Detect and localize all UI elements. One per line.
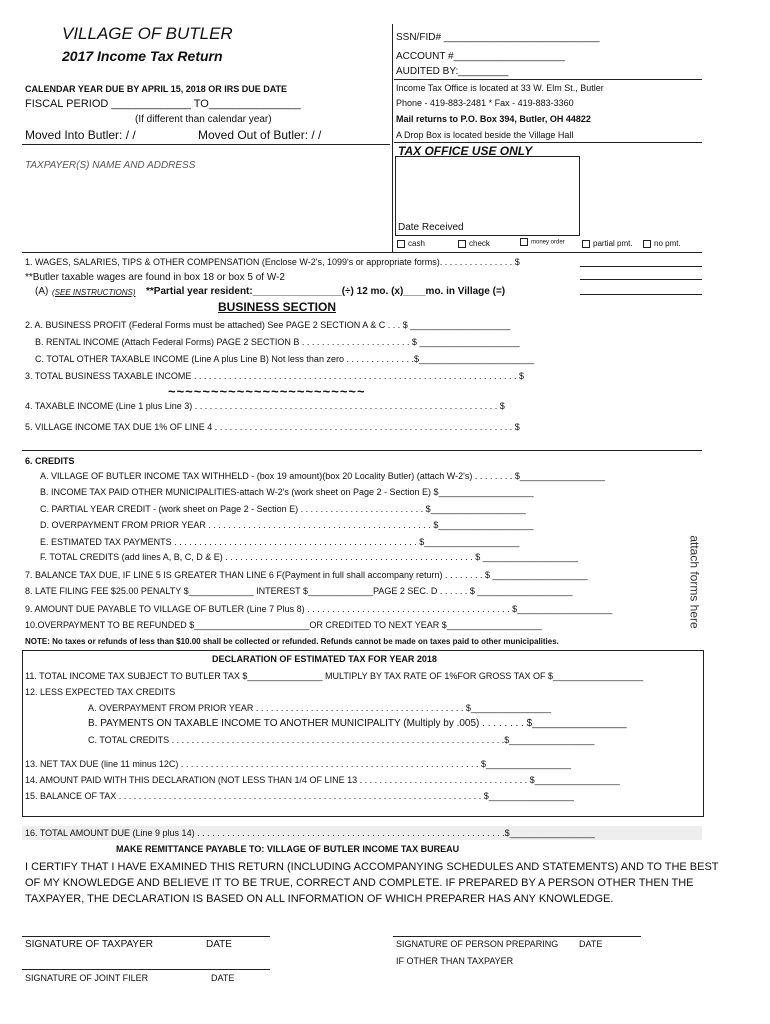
certification-line-3: TAXPAYER, THE DECLARATION IS BASED ON ALL INFORMATION OF WHICH PREPARER HAS ANY KNOWLEDGE. <box>25 893 614 905</box>
taxpayer-signature-field[interactable]: SIGNATURE OF TAXPAYER <box>25 939 153 950</box>
line-12a-overpayment[interactable]: A. OVERPAYMENT FROM PRIOR YEAR . . . . . . . . . . . . . . . . . . . . . . . . . . . . . . . . . . . . . . . . . . $________________ <box>88 703 551 713</box>
calendar-due-text: CALENDAR YEAR DUE BY APRIL 15, 2018 OR IRS DUE DATE <box>25 84 288 94</box>
line-12-less-credits: 12. LESS EXPECTED TAX CREDITS <box>25 687 176 697</box>
line-15-balance[interactable]: 15. BALANCE OF TAX . . . . . . . . . . . . . . . . . . . . . . . . . . . . . . . . . . . . . . . . . . . . . . . . . . . . . . . . . . . . . . . . . . . . . . . . . $_________________ <box>25 791 574 801</box>
line-9-amount-due[interactable]: 9. AMOUNT DUE PAYABLE TO VILLAGE OF BUTLER (Line 7 Plus 8) . . . . . . . . . . . . . . . . . . . . . . . . . . . . . . . . . . . . . . . . . $___________________ <box>25 604 613 614</box>
fiscal-period-field[interactable]: FISCAL PERIOD _____________ TO_______________ <box>25 98 301 110</box>
line-8-late-fee[interactable]: 8. LATE FILING FEE $25.00 PENALTY $_____________ INTEREST $_____________PAGE 2 SEC. D . . . . . . $ ___________________ <box>25 586 573 596</box>
line-12b-payments-other[interactable]: B. PAYMENTS ON TAXABLE INCOME TO ANOTHER MUNICIPALITY (Multiply by .005) . . . . . . . . $_________________ <box>88 718 627 729</box>
moved-out-field[interactable]: Moved Out of Butler: / / <box>198 128 322 142</box>
line-6e-estimated-payments[interactable]: E. ESTIMATED TAX PAYMENTS . . . . . . . . . . . . . . . . . . . . . . . . . . . . . . . . . . . . . . . . . . . . . . . . . $___________________ <box>40 537 520 547</box>
partial-year-resident-field[interactable]: **Partial year resident:________________(÷) 12 mo. (x)____mo. in Village (=) <box>146 286 506 297</box>
line-10-overpayment[interactable]: 10.OVERPAYMENT TO BE REFUNDED $_______________________OR CREDITED TO NEXT YEAR $___________________ <box>25 620 542 630</box>
mail-address: Mail returns to P.O. Box 394, Butler, OH 44822 <box>396 114 591 124</box>
tilde-divider: ~~~~~~~~~~~~~~~~~~~~~~~ <box>168 384 366 399</box>
preparer-date-field[interactable]: DATE <box>579 939 603 949</box>
money-order-checkbox[interactable]: money order <box>520 238 565 246</box>
office-location: Income Tax Office is located at 33 W. Elm St., Butler <box>396 83 604 93</box>
line-11-total-income-tax[interactable]: 11. TOTAL INCOME TAX SUBJECT TO BUTLER TAX $_______________ MULTIPLY BY TAX RATE OF 1%FOR GROSS TAX OF $__________________ <box>25 671 644 681</box>
line-6b-other-municipalities[interactable]: B. INCOME TAX PAID OTHER MUNICIPALITIES-attach W-2's (work sheet on Page 2 - Section E) $___________________ <box>40 487 534 497</box>
line-2c-total-other[interactable]: C. TOTAL OTHER TAXABLE INCOME (Line A plus Line B) Not less than zero . . . . . . . . . . . . . .$_______________________ <box>35 354 535 364</box>
line-16-total-amount-due[interactable]: 16. TOTAL AMOUNT DUE (Line 9 plus 14) . . . . . . . . . . . . . . . . . . . . . . . . . . . . . . . . . . . . . . . . . . . . . . . . . . . . . . . . . . . . . .$_________________ <box>22 826 702 840</box>
preparer-signature-field[interactable]: SIGNATURE OF PERSON PREPARING <box>396 939 559 949</box>
ssn-field[interactable]: SSN/FID# ____________________________ <box>396 32 600 43</box>
line-1-wages[interactable]: 1. WAGES, SALARIES, TIPS & OTHER COMPENSATION (Enclose W-2's, 1099's or appropriate forms). . . . . . . . . . . . . . . $ <box>25 257 520 267</box>
line-13-net-tax-due[interactable]: 13. NET TAX DUE (line 11 minus 12C) . . . . . . . . . . . . . . . . . . . . . . . . . . . . . . . . . . . . . . . . . . . . . . . . . . . . . . . . . . . . $_________________ <box>25 759 572 769</box>
line-6-credits-heading: 6. CREDITS <box>25 456 75 466</box>
return-title: 2017 Income Tax Return <box>62 48 223 64</box>
check-checkbox[interactable]: check <box>458 239 490 248</box>
line-14-amount-paid[interactable]: 14. AMOUNT PAID WITH THIS DECLARATION (NOT LESS THAN 1/4 OF LINE 13 . . . . . . . . . . . . . . . . . . . . . . . . . . . . . . . . . . $_________________ <box>25 775 620 785</box>
drop-box-note: A Drop Box is located beside the Village Hall <box>396 130 574 140</box>
line-2b-rental-income[interactable]: B. RENTAL INCOME (Attach Federal Forms) PAGE 2 SECTION B . . . . . . . . . . . . . . . . . . . . . . $ ____________________ <box>35 337 520 347</box>
certification-line-1: I CERTIFY THAT I HAVE EXAMINED THIS RETURN (INCLUDING ACCOMPANYING SCHEDULES AND STATEMENTS) AND TO THE BEST <box>25 861 719 873</box>
audited-field[interactable]: AUDITED BY:_________ <box>396 66 509 77</box>
line-5-village-tax-due[interactable]: 5. VILLAGE INCOME TAX DUE 1% OF LINE 4 . . . . . . . . . . . . . . . . . . . . . . . . . . . . . . . . . . . . . . . . . . . . . . . . . . . . . . . . . . . . $ <box>25 422 520 432</box>
partial-payment-checkbox[interactable]: partial pmt. <box>582 239 633 248</box>
no-payment-checkbox[interactable]: no pmt. <box>643 239 681 248</box>
if-different-note: (If different than calendar year) <box>135 114 272 125</box>
if-other-than-taxpayer: IF OTHER THAN TAXPAYER <box>396 956 514 966</box>
taxpayer-name-area[interactable] <box>22 148 392 250</box>
line-4-taxable-income[interactable]: 4. TAXABLE INCOME (Line 1 plus Line 3) . . . . . . . . . . . . . . . . . . . . . . . . . . . . . . . . . . . . . . . . . . . . . . . . . . . . . . . . . . . . . $ <box>25 401 505 411</box>
line-2a-business-profit[interactable]: 2. A. BUSINESS PROFIT (Federal Forms must be attached) See PAGE 2 SECTION A & C . . . $ ____________________ <box>25 320 511 330</box>
estimated-tax-title: DECLARATION OF ESTIMATED TAX FOR YEAR 2018 <box>212 654 437 664</box>
moved-into-field[interactable]: Moved Into Butler: / / <box>25 128 136 142</box>
certification-line-2: OF MY KNOWLEDGE AND BELIEVE IT TO BE TRUE, CORRECT AND COMPLETE. IF PREPARED BY A PERSON OTHER THEN THE <box>25 877 694 889</box>
taxpayer-date-field[interactable]: DATE <box>206 939 232 950</box>
tax-office-use-heading: TAX OFFICE USE ONLY <box>398 144 533 158</box>
line-6f-total-credits[interactable]: F. TOTAL CREDITS (add lines A, B, C, D & E) . . . . . . . . . . . . . . . . . . . . . . . . . . . . . . . . . . . . . . . . . . . . . . . . . . $ ___________________ <box>40 552 578 562</box>
line-6a-withheld[interactable]: A. VILLAGE OF BUTLER INCOME TAX WITHHELD - (box 19 amount)(box 20 Locality Butler) (attach W-2's) . . . . . . . . $_________________ <box>40 471 605 481</box>
line-6c-partial-year-credit[interactable]: C. PARTIAL YEAR CREDIT - (work sheet on Page 2 - Section E) . . . . . . . . . . . . . . . . . . . . . . . . . $___________________ <box>40 504 526 514</box>
joint-filer-date-field[interactable]: DATE <box>211 973 235 983</box>
line-7-balance-due[interactable]: 7. BALANCE TAX DUE, IF LINE 5 IS GREATER THAN LINE 6 F(Payment in full shall accompany return) . . . . . . . . $ ___________________ <box>25 570 588 580</box>
taxpayer-name-label: TAXPAYER(S) NAME AND ADDRESS <box>25 160 196 171</box>
joint-filer-signature-field[interactable]: SIGNATURE OF JOINT FILER <box>25 973 149 983</box>
line-1-note: **Butler taxable wages are found in box 18 or box 5 of W-2 <box>25 272 285 283</box>
line-12c-total-credits[interactable]: C. TOTAL CREDITS . . . . . . . . . . . . . . . . . . . . . . . . . . . . . . . . . . . . . . . . . . . . . . . . . . . . . . . . . . . . . . . . . . .$_________________ <box>88 735 595 745</box>
line-3-business-taxable[interactable]: 3. TOTAL BUSINESS TAXABLE INCOME . . . . . . . . . . . . . . . . . . . . . . . . . . . . . . . . . . . . . . . . . . . . . . . . . . . . . . . . . . . . . . . . . $ <box>25 371 524 381</box>
line-1a-label: (A) <box>35 286 49 297</box>
see-instructions-link[interactable]: (SEE INSTRUCTIONS) <box>52 288 136 297</box>
cash-checkbox[interactable]: cash <box>397 239 425 248</box>
date-received-label: Date Received <box>398 222 464 233</box>
note-refunds: NOTE: No taxes or refunds of less than $10.00 shall be collected or refunded. Refunds cannot be made on taxes paid to other municipalities. <box>25 637 559 646</box>
line-6d-overpayment[interactable]: D. OVERPAYMENT FROM PRIOR YEAR . . . . . . . . . . . . . . . . . . . . . . . . . . . . . . . . . . . . . . . . . . . . . $___________________ <box>40 520 534 530</box>
attach-forms-label: attach forms here <box>687 535 702 629</box>
business-section-heading: BUSINESS SECTION <box>218 300 337 314</box>
account-field[interactable]: ACCOUNT #____________________ <box>396 51 565 62</box>
office-phone: Phone - 419-883-2481 * Fax - 419-883-3360 <box>396 98 574 108</box>
remittance-note: MAKE REMITTANCE PAYABLE TO: VILLAGE OF BUTLER INCOME TAX BUREAU <box>116 844 460 854</box>
village-title: VILLAGE OF BUTLER <box>62 24 233 43</box>
